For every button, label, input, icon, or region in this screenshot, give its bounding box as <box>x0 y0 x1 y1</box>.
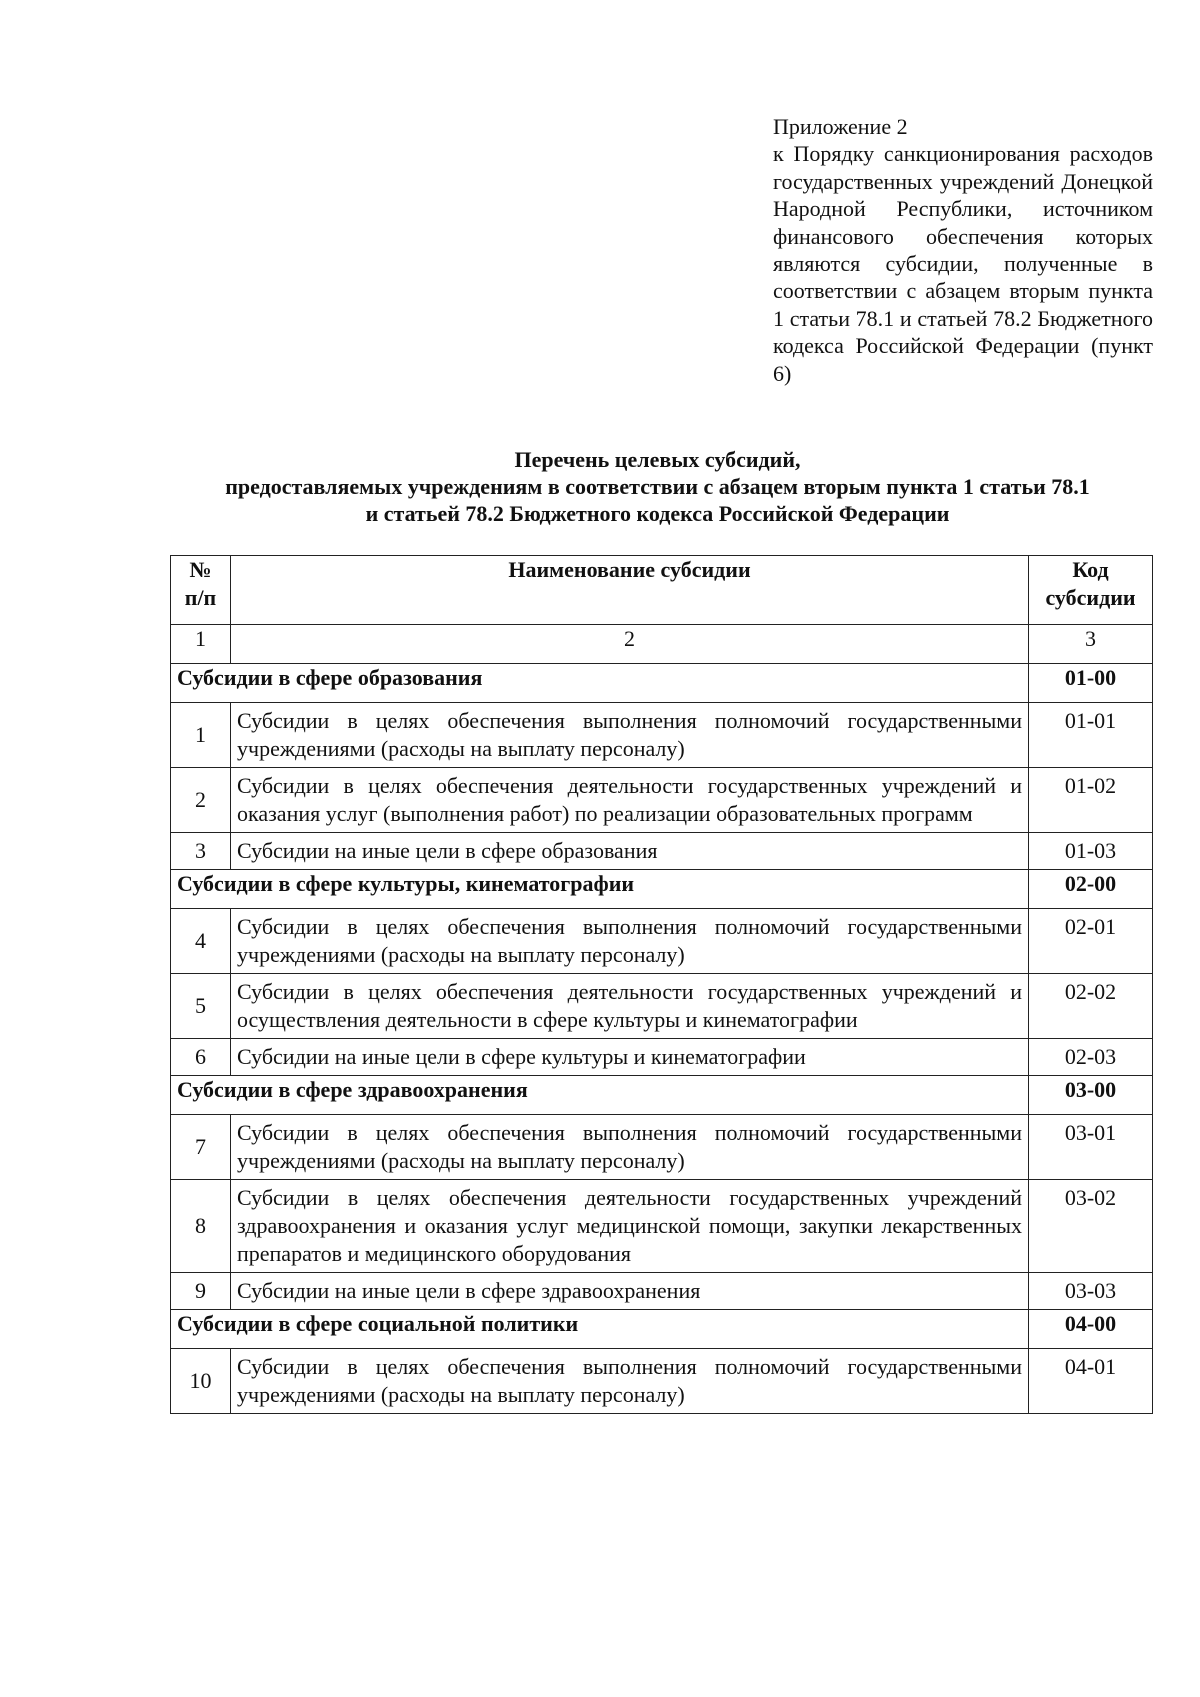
column-number: 2 <box>231 625 1029 664</box>
row-number: 10 <box>171 1349 231 1414</box>
column-number: 1 <box>171 625 231 664</box>
table-row <box>171 703 1153 768</box>
row-code: 03-01 <box>1029 1115 1153 1180</box>
section-row <box>171 1076 1153 1115</box>
header-name: Наименование субсидии <box>231 556 1029 625</box>
document-title <box>120 446 1195 527</box>
row-number: 6 <box>171 1039 231 1076</box>
subsidies-table <box>170 555 1153 1414</box>
row-code: 01-01 <box>1029 703 1153 768</box>
section-title: Субсидии в сфере образования <box>171 664 1029 703</box>
row-number: 5 <box>171 974 231 1039</box>
row-name: Субсидии в целях обеспечения деятельности государственных учреждений и оказания услуг (выполнения работ) по реализации образовательных программ <box>231 768 1029 833</box>
row-code: 02-03 <box>1029 1039 1153 1076</box>
table-row <box>171 1115 1153 1180</box>
row-name: Субсидии в целях обеспечения выполнения полномочий государственными учреждениями (расходы на выплату персоналу) <box>231 1349 1029 1414</box>
row-number: 8 <box>171 1180 231 1273</box>
section-row <box>171 870 1153 909</box>
title-line-3: и статьей 78.2 Бюджетного кодекса Российской Федерации <box>365 501 950 526</box>
row-number: 9 <box>171 1273 231 1310</box>
row-name: Субсидии на иные цели в сфере здравоохранения <box>231 1273 1029 1310</box>
row-name: Субсидии в целях обеспечения выполнения полномочий государственными учреждениями (расходы на выплату персоналу) <box>231 1115 1029 1180</box>
column-numbers-row <box>171 625 1153 664</box>
row-name: Субсидии в целях обеспечения деятельности государственных учреждений и осуществления деятельности в сфере культуры и кинематографии <box>231 974 1029 1039</box>
row-code: 03-02 <box>1029 1180 1153 1273</box>
table-row <box>171 768 1153 833</box>
row-number: 2 <box>171 768 231 833</box>
header-number <box>171 556 231 625</box>
row-number: 3 <box>171 833 231 870</box>
header-code-line-1: Код <box>1072 557 1109 582</box>
row-code: 02-01 <box>1029 909 1153 974</box>
appendix-text: к Порядку санкционирования расходов государственных учреждений Донецкой Народной Республики, источником финансового обеспечения которых являются субсидии, полученные в соответствии с абзацем вторым пункта 1 статьи 78.1 и статьей 78.2 Бюджетного кодекса Российской Федерации (пункт 6) <box>773 141 1153 386</box>
section-code: 01-00 <box>1029 664 1153 703</box>
row-code: 01-03 <box>1029 833 1153 870</box>
row-name: Субсидии в целях обеспечения деятельности государственных учреждений здравоохранения и оказания услуг медицинской помощи, закупки лекарственных препаратов и медицинского оборудования <box>231 1180 1029 1273</box>
row-name: Субсидии в целях обеспечения выполнения полномочий государственными учреждениями (расходы на выплату персоналу) <box>231 703 1029 768</box>
row-name: Субсидии на иные цели в сфере культуры и кинематографии <box>231 1039 1029 1076</box>
row-name: Субсидии в целях обеспечения выполнения полномочий государственными учреждениями (расходы на выплату персоналу) <box>231 909 1029 974</box>
section-code: 04-00 <box>1029 1310 1153 1349</box>
section-code: 02-00 <box>1029 870 1153 909</box>
section-title: Субсидии в сфере социальной политики <box>171 1310 1029 1349</box>
table-row <box>171 1039 1153 1076</box>
section-title: Субсидии в сфере культуры, кинематографии <box>171 870 1029 909</box>
title-line-2: предоставляемых учреждениям в соответствии с абзацем вторым пункта 1 статьи 78.1 <box>225 474 1090 499</box>
row-number: 7 <box>171 1115 231 1180</box>
table-row <box>171 1349 1153 1414</box>
table-row <box>171 833 1153 870</box>
header-code <box>1029 556 1153 625</box>
row-code: 03-03 <box>1029 1273 1153 1310</box>
section-row <box>171 1310 1153 1349</box>
row-code: 04-01 <box>1029 1349 1153 1414</box>
table-row <box>171 974 1153 1039</box>
section-row <box>171 664 1153 703</box>
title-line-1: Перечень целевых субсидий, <box>514 447 801 472</box>
table-row <box>171 909 1153 974</box>
row-code: 02-02 <box>1029 974 1153 1039</box>
row-code: 01-02 <box>1029 768 1153 833</box>
row-number: 4 <box>171 909 231 974</box>
header-number-label: п/п <box>184 585 217 610</box>
section-code: 03-00 <box>1029 1076 1153 1115</box>
appendix-number: Приложение 2 <box>773 114 908 139</box>
row-number: 1 <box>171 703 231 768</box>
table-row <box>171 1180 1153 1273</box>
header-code-line-2: субсидии <box>1045 585 1136 610</box>
table-header-row <box>171 556 1153 625</box>
appendix-note <box>773 113 1153 387</box>
row-name: Субсидии на иные цели в сфере образования <box>231 833 1029 870</box>
table-row <box>171 1273 1153 1310</box>
header-number-sign: № <box>189 557 212 582</box>
section-title: Субсидии в сфере здравоохранения <box>171 1076 1029 1115</box>
column-number: 3 <box>1029 625 1153 664</box>
